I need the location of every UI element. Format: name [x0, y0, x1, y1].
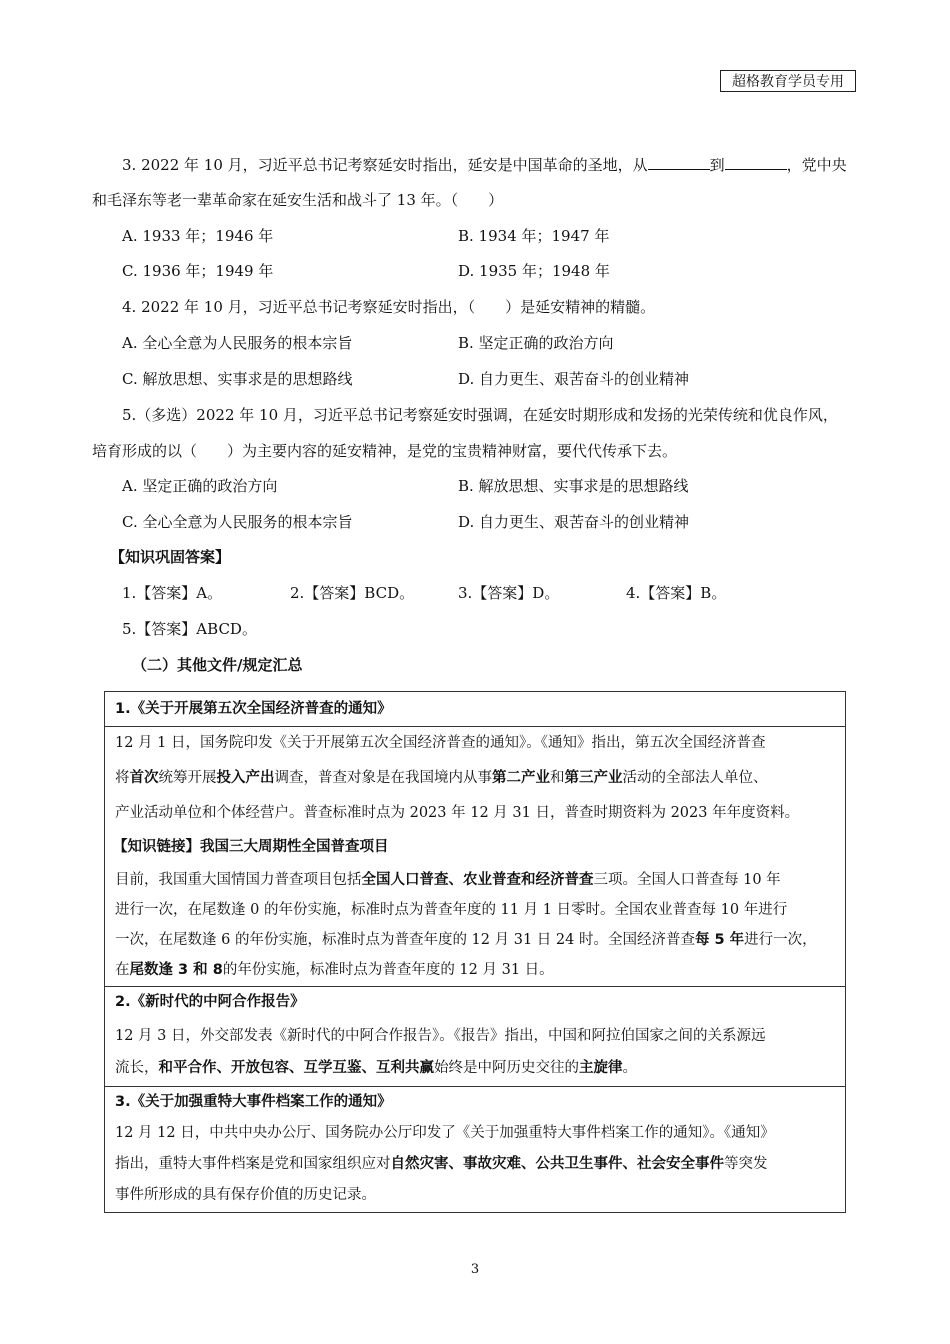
q5-stem-line1: 5.（多选）2022 年 10 月，习近平总书记考察延安时强调，在延安时期形成和发扬的光荣传统和优良作风，: [122, 406, 838, 424]
section-title: （二）其他文件/规定汇总: [132, 656, 303, 674]
q4-option-b: B. 坚定正确的政治方向: [458, 334, 614, 352]
q5-option-d: D. 自力更生、艰苦奋斗的创业精神: [458, 513, 690, 531]
box1-l2-e: 调查，普查对象是在我国境内从事: [274, 770, 492, 786]
q3-stem-pre: 3. 2022 年 10 月，习近平总书记考察延安时指出，延安是中国革命的圣地，从: [122, 156, 648, 174]
box1-l2-a: 将: [115, 770, 130, 786]
box1-l6-b: 每 5 年: [694, 932, 745, 948]
box2-l2-c: 始终是中阿历史交往的: [434, 1060, 579, 1076]
box3-line-1: 12 月 12 日，中共中央办公厅、国务院办公厅印发了《关于加强重特大事件档案工作的通知》。《通知》: [115, 1125, 775, 1141]
answer-4: 4.【答案】B。: [626, 584, 727, 602]
answer-5: 5.【答案】ABCD。: [122, 620, 257, 638]
page-number: 3: [470, 1262, 480, 1277]
q3-option-d: D. 1935 年；1948 年: [458, 262, 610, 280]
box1-l2-f: 第二产业: [492, 770, 550, 786]
box2-l2-a: 流长，: [115, 1060, 159, 1076]
box3-title: 3.《关于加强重特大事件档案工作的通知》: [115, 1094, 392, 1110]
box2-line-2: [115, 1058, 637, 1078]
box1-title: 1.《关于开展第五次全国经济普查的通知》: [115, 701, 392, 717]
q4-option-a: A. 全心全意为人民服务的根本宗旨: [122, 334, 353, 352]
doc-box-3: [104, 1086, 846, 1213]
box1-l4-b: 全国人口普查、农业普查和经济普查: [361, 872, 594, 888]
box1-line-4: [115, 870, 781, 890]
box2-line-1: 12 月 3 日，外交部发表《新时代的中阿合作报告》。《报告》指出，中国和阿拉伯国家之间的关系源远: [115, 1028, 766, 1044]
answer-1: 1.【答案】A。: [122, 584, 223, 602]
box1-l2-g: 和: [550, 770, 565, 786]
q3-option-c: C. 1936 年；1949 年: [122, 262, 274, 280]
answer-3: 3.【答案】D。: [458, 584, 560, 602]
answers-title: 【知识巩固答案】: [110, 548, 231, 566]
q3-stem-mid: 到: [709, 156, 725, 174]
q5-option-a: A. 坚定正确的政治方向: [122, 477, 278, 495]
box3-line-2: [115, 1154, 768, 1174]
box1-line-7: [115, 960, 554, 980]
box1-l2-b: 首次: [129, 770, 159, 786]
doc-box-1: [104, 691, 846, 987]
q5-stem-line2: 培育形成的以（ ）为主要内容的延安精神，是党的宝贵精神财富，要代代传承下去。: [92, 442, 678, 460]
box1-l2-h: 第三产业: [564, 770, 623, 786]
box3-l2-a: 指出，重特大事件档案是党和国家组织应对: [115, 1156, 391, 1172]
box1-line-5: 进行一次，在尾数逢 0 的年份实施，标准时点为普查年度的 11 月 1 日零时。全国农业普查每 10 年进行: [115, 902, 788, 918]
box1-l2-i: 活动的全部法人单位、: [622, 770, 768, 786]
box1-l2-c: 统筹开展: [158, 770, 217, 786]
box2-title: 2.《新时代的中阿合作报告》: [115, 994, 305, 1010]
q3-option-a: A. 1933 年；1946 年: [122, 227, 274, 245]
box1-link-title: 【知识链接】我国三大周期性全国普查项目: [113, 839, 389, 855]
box2-l2-d: 主旋律: [579, 1060, 623, 1076]
box3-l2-c: 等突发: [724, 1156, 768, 1172]
q3-option-b: B. 1934 年；1947 年: [458, 227, 610, 245]
box1-l4-c: 三项。全国人口普查每 10 年: [593, 872, 781, 888]
box2-l2-e: 。: [622, 1060, 637, 1076]
box1-l7-a: 在: [115, 962, 130, 978]
q3-blank-1: [648, 155, 710, 170]
header-tag: 超格教育学员专用: [720, 70, 856, 92]
q4-option-d: D. 自力更生、艰苦奋斗的创业精神: [458, 370, 690, 388]
box3-l2-b: 自然灾害、事故灾难、公共卫生事件、社会安全事件: [390, 1156, 724, 1172]
q3-stem-post: ，党中央: [786, 156, 847, 174]
box1-l7-c: 的年份实施，标准时点为普查年度的 12 月 31 日。: [222, 962, 554, 978]
box1-line-2: [115, 768, 768, 788]
box1-line-1: 12 月 1 日，国务院印发《关于开展第五次全国经济普查的通知》。《通知》指出，第五次全国经济普查: [115, 735, 766, 751]
box1-l2-d: 投入产出: [216, 770, 275, 786]
q3-stem-line1: [122, 155, 847, 175]
box1-l6-c: 进行一次，: [744, 932, 817, 948]
q3-stem-line2: 和毛泽东等老一辈革命家在延安生活和战斗了 13 年。（ ）: [92, 191, 504, 209]
box1-line-3: 产业活动单位和个体经营户。普查标准时点为 2023 年 12 月 31 日，普查时期资料为 2023 年年度资料。: [115, 805, 800, 821]
answer-2: 2.【答案】BCD。: [290, 584, 415, 602]
box1-divider: [105, 726, 845, 727]
box1-line-6: [115, 930, 817, 950]
q5-option-c: C. 全心全意为人民服务的根本宗旨: [122, 513, 353, 531]
q4-option-c: C. 解放思想、实事求是的思想路线: [122, 370, 353, 388]
q5-option-b: B. 解放思想、实事求是的思想路线: [458, 477, 689, 495]
q3-blank-2: [725, 155, 787, 170]
box3-line-3: 事件所形成的具有保存价值的历史记录。: [115, 1187, 376, 1203]
box1-l4-a: 目前，我国重大国情国力普查项目包括: [115, 872, 362, 888]
doc-box-2: [104, 986, 846, 1087]
box1-l7-b: 尾数逢 3 和 8: [129, 962, 223, 978]
box2-l2-b: 和平合作、开放包容、互学互鉴、互利共赢: [158, 1060, 434, 1076]
box1-l6-a: 一次，在尾数逢 6 的年份实施，标准时点为普查年度的 12 月 31 日 24 时。全国经济普查: [115, 932, 695, 948]
q4-stem: 4. 2022 年 10 月，习近平总书记考察延安时指出，（ ）是延安精神的精髓。: [122, 298, 656, 316]
